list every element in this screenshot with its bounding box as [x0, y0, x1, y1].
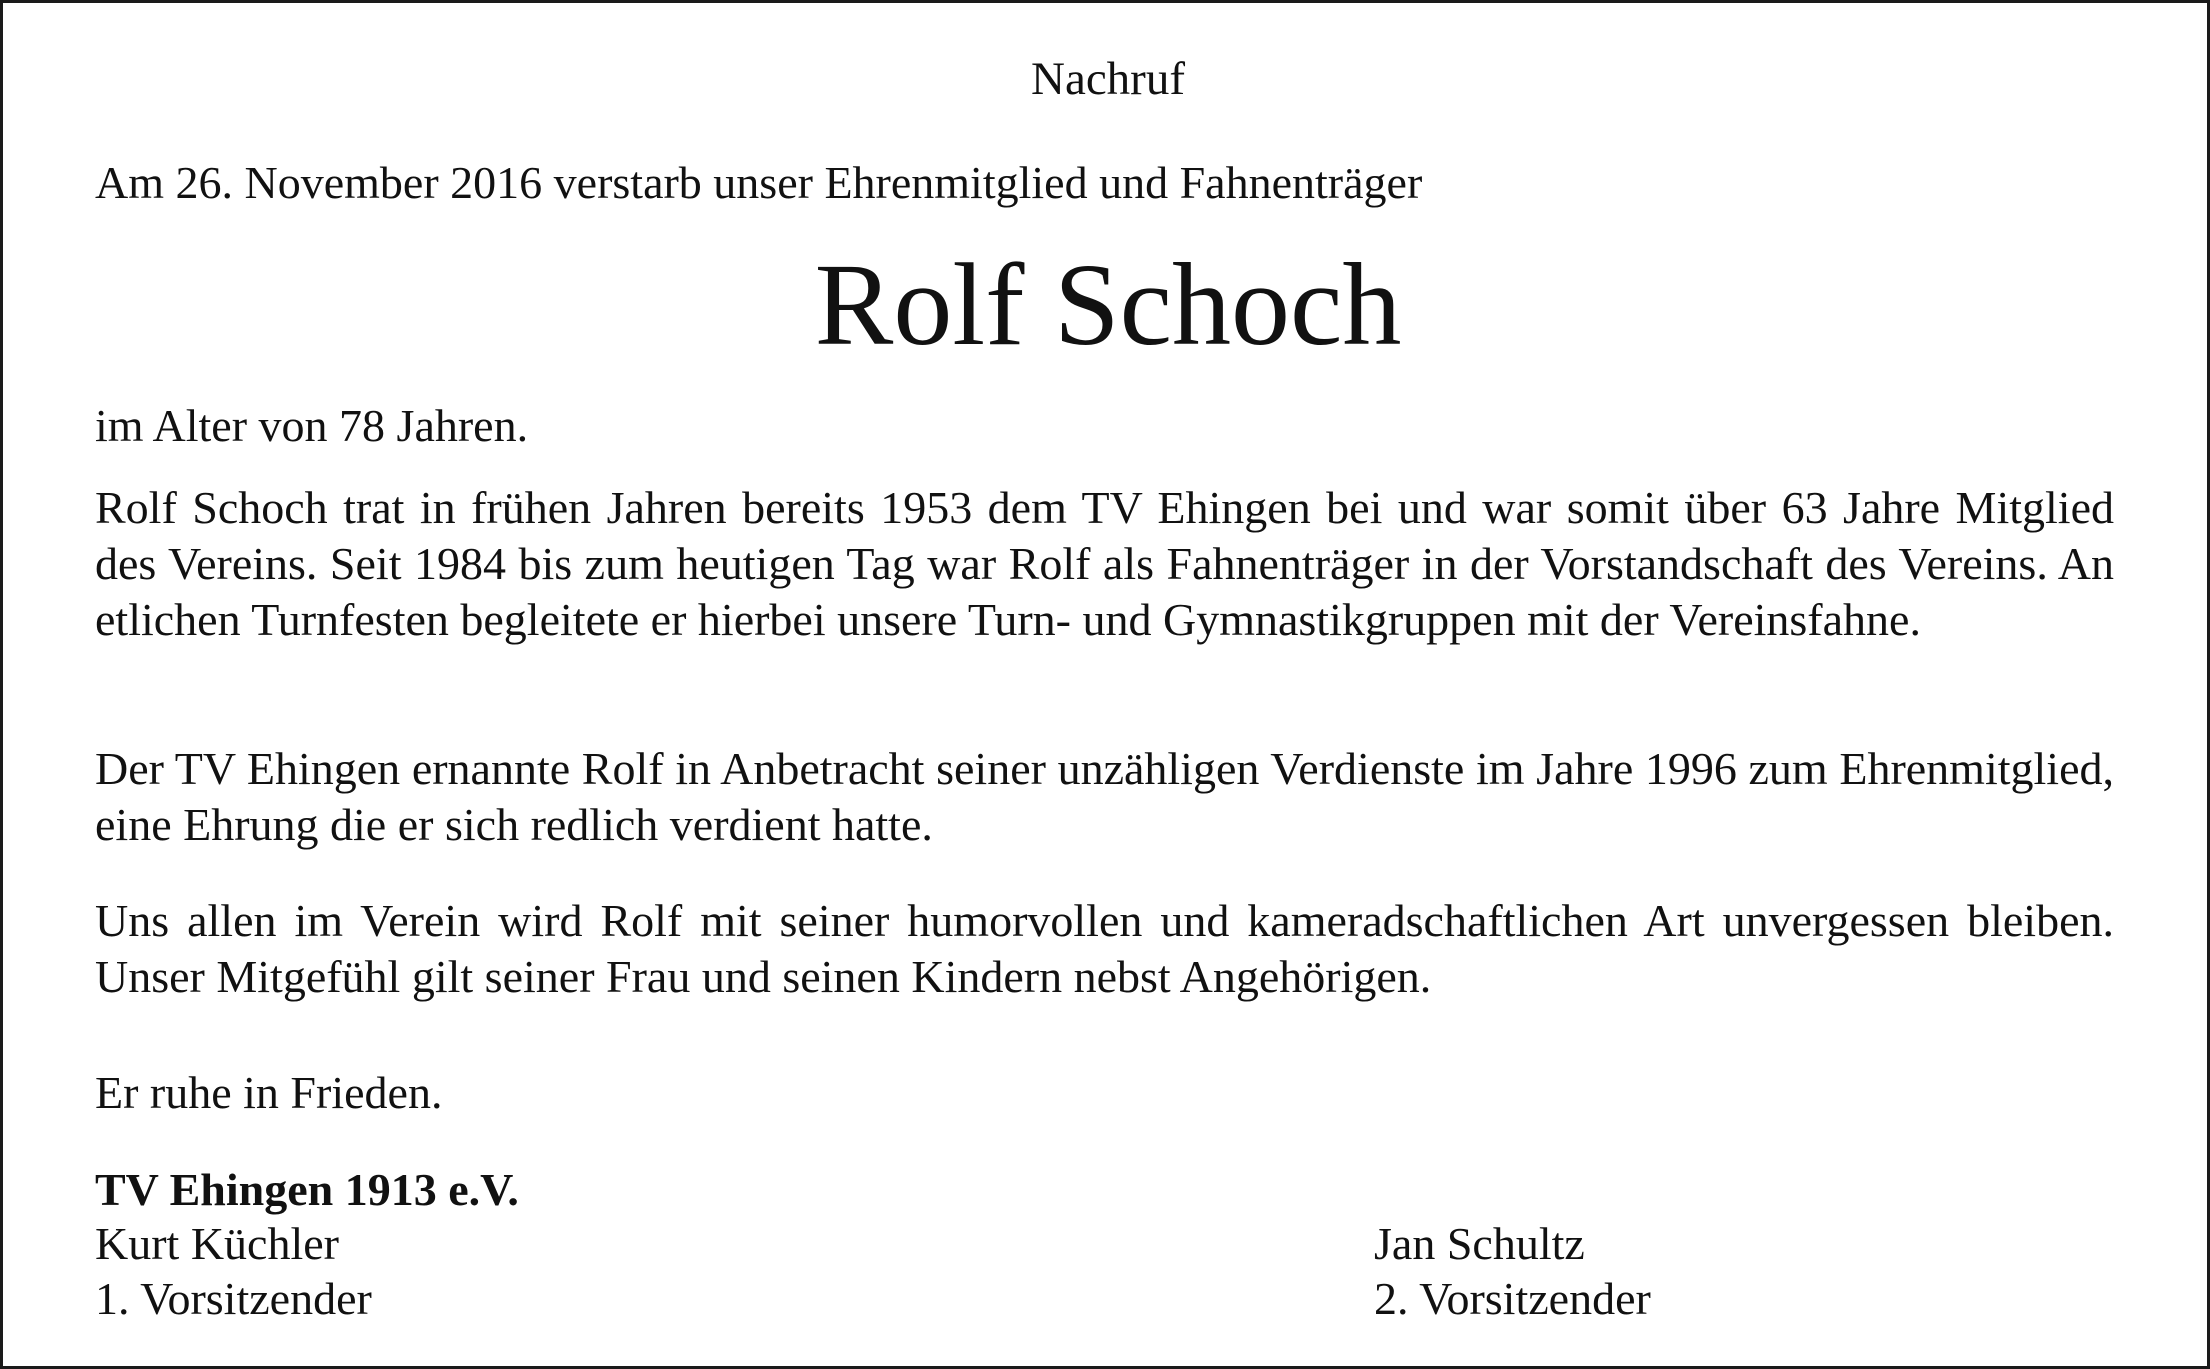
- signatory-second: [1374, 1216, 1651, 1326]
- organization-name: TV Ehingen 1913 e.V.: [95, 1164, 519, 1215]
- notice-heading: Nachruf: [1031, 53, 1185, 105]
- signatory-name: Kurt Küchler: [95, 1218, 339, 1269]
- paragraph-honorary-membership: Der TV Ehingen ernannte Rolf in Anbetracht seiner unzähligen Verdienste im Jahre 1996 zum Ehrenmitglied, eine Ehrung die er sich redlich verdient hatte.: [95, 743, 2114, 850]
- paragraph-membership: Rolf Schoch trat in frühen Jahren bereits 1953 dem TV Ehingen bei und war somit über 63 Jahre Mitglied des Vereins. Seit 1984 bis zum heutigen Tag war Rolf als Fahnenträger in der Vorstandschaft des Vereins. An etlichen Turnfesten begleitete er hierbei unsere Turn- und Gymnastikgruppen mit der Vereinsfahne.: [95, 482, 2114, 645]
- paragraph-condolences: Uns allen im Verein wird Rolf mit seiner humorvollen und kameradschaftlichen Art unvergessen bleiben. Unser Mitgefühl gilt seiner Frau und seinen Kindern nebst Angehörigen.: [95, 895, 2114, 1002]
- signatory-role: 1. Vorsitzender: [95, 1273, 372, 1324]
- signatory-name: Jan Schultz: [1374, 1218, 1585, 1269]
- signatory-first: [95, 1216, 372, 1326]
- intro-line: Am 26. November 2016 verstarb unser Ehrenmitglied und Fahnenträger: [95, 157, 1423, 208]
- signatory-role: 2. Vorsitzender: [1374, 1273, 1651, 1324]
- closing-line: Er ruhe in Frieden.: [95, 1067, 443, 1118]
- age-line: im Alter von 78 Jahren.: [95, 400, 529, 451]
- deceased-name: Rolf Schoch: [814, 239, 1402, 370]
